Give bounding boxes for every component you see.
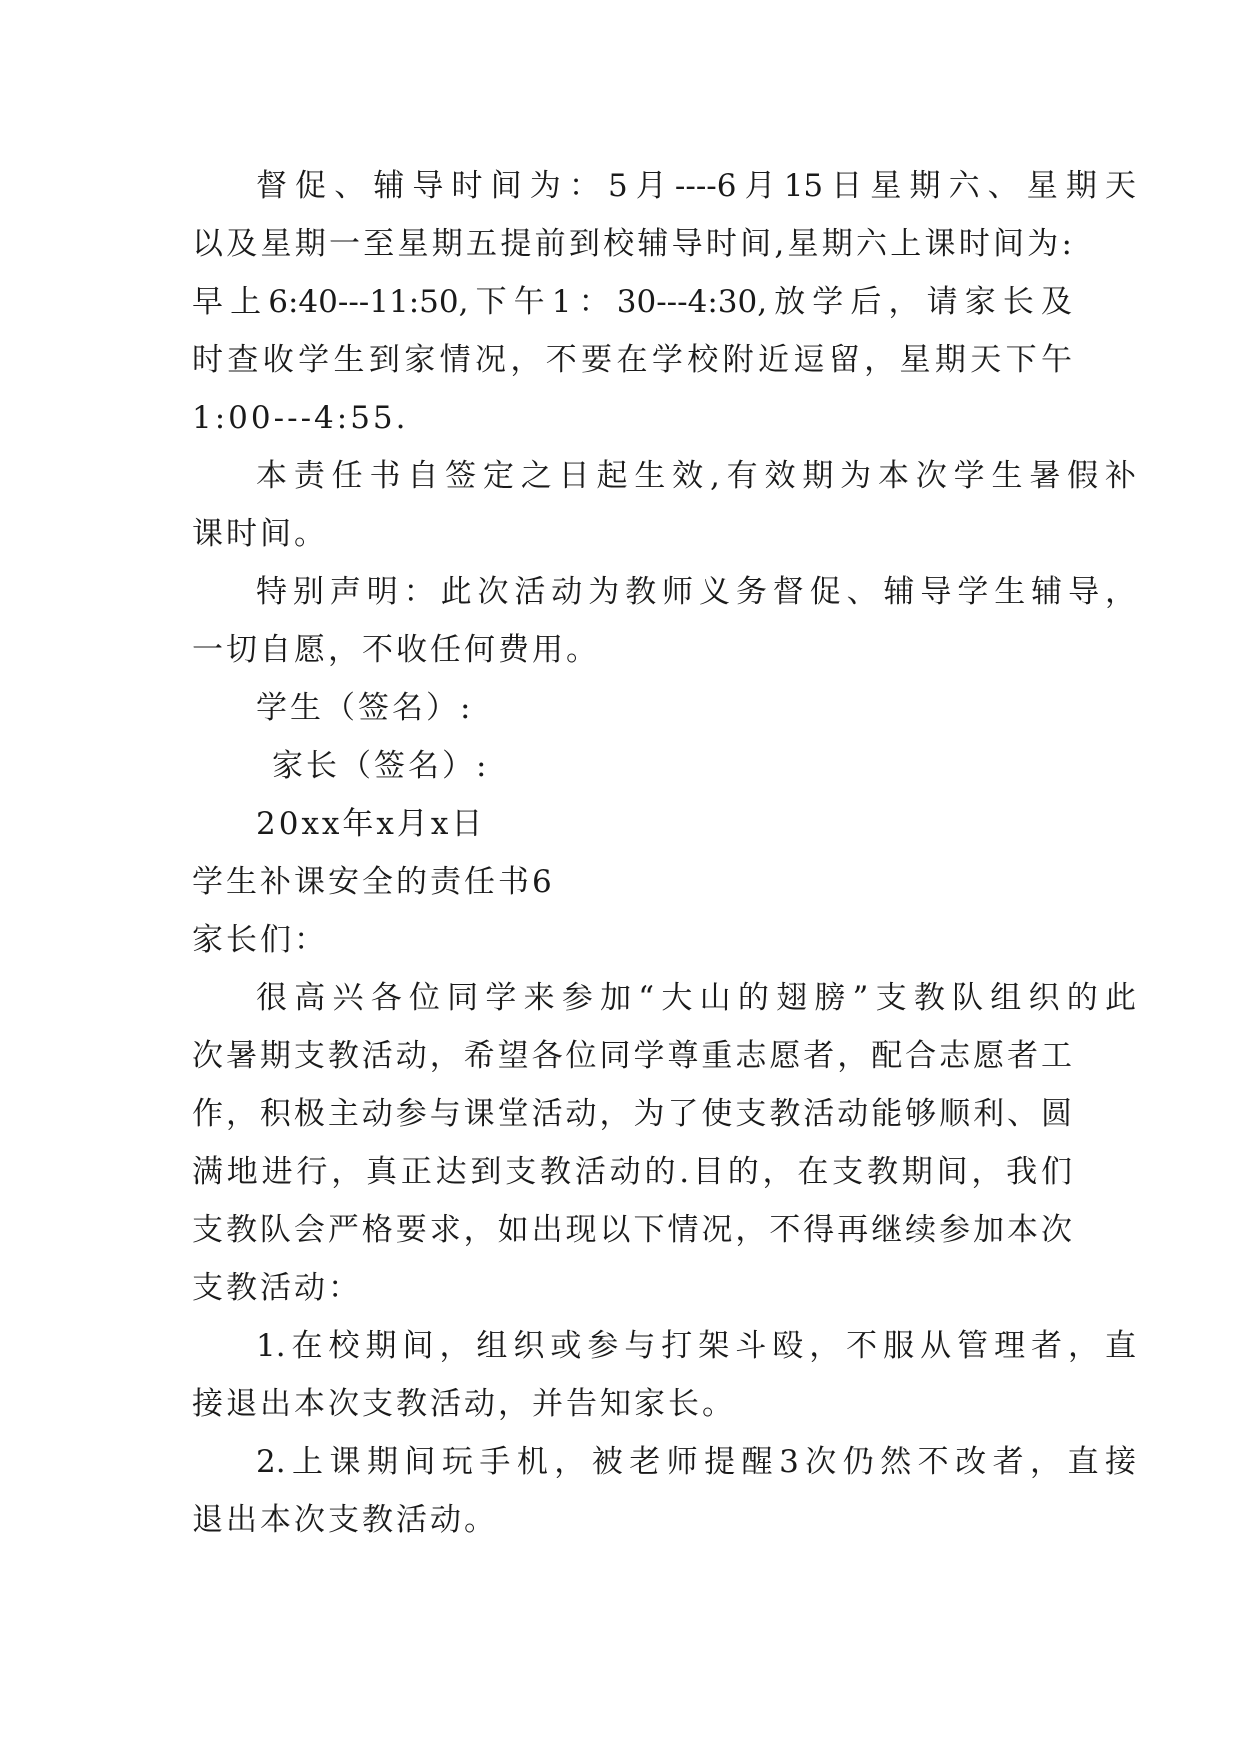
paragraph-line: 次暑期支教活动，希望各位同学尊重志愿者，配合志愿者工 (192, 1038, 1072, 1074)
paragraph-line: 早上6:40---11:50,下午1：30---4:30,放学后，请家长及 (192, 284, 1072, 320)
paragraph-line: 作，积极主动参与课堂活动，为了使支教活动能够顺利、圆 (192, 1096, 1072, 1132)
paragraph-line: 满地进行，真正达到支教活动的.目的，在支教期间，我们 (192, 1154, 1072, 1190)
list-item-line: 接退出本次支教活动，并告知家长。 (192, 1386, 736, 1422)
salutation: 家长们： (192, 922, 328, 958)
paragraph-line: 支教活动： (192, 1270, 362, 1306)
paragraph-line: 课时间。 (192, 516, 328, 552)
list-item-line: 1.在校期间，组织或参与打架斗殴，不服从管理者，直 (256, 1328, 1136, 1364)
paragraph-line: 一切自愿，不收任何费用。 (192, 632, 600, 668)
paragraph-line: 本责任书自签定之日起生效,有效期为本次学生暑假补 (256, 458, 1136, 494)
date-line: 20xx年x月x日 (256, 806, 486, 842)
paragraph-line: 特别声明：此次活动为教师义务督促、辅导学生辅导， (256, 574, 1136, 610)
list-item-line: 2.上课期间玩手机，被老师提醒3次仍然不改者，直接 (256, 1444, 1136, 1480)
paragraph-line: 很高兴各位同学来参加“大山的翅膀”支教队组织的此 (256, 980, 1136, 1016)
paragraph-line: 1:00---4:55. (192, 400, 409, 436)
section-title: 学生补课安全的责任书6 (192, 864, 555, 900)
list-item-line: 退出本次支教活动。 (192, 1502, 498, 1538)
paragraph-line: 时查收学生到家情况，不要在学校附近逗留，星期天下午 (192, 342, 1072, 378)
paragraph-line: 督促、辅导时间为：5月----6月15日星期六、星期天 (256, 168, 1136, 204)
paragraph-line: 以及星期一至星期五提前到校辅导时间,星期六上课时间为: (192, 226, 1072, 262)
parent-signature-label: 家长（签名）: (272, 748, 490, 784)
student-signature-label: 学生（签名）: (256, 690, 474, 726)
paragraph-line: 支教队会严格要求，如出现以下情况，不得再继续参加本次 (192, 1212, 1072, 1248)
